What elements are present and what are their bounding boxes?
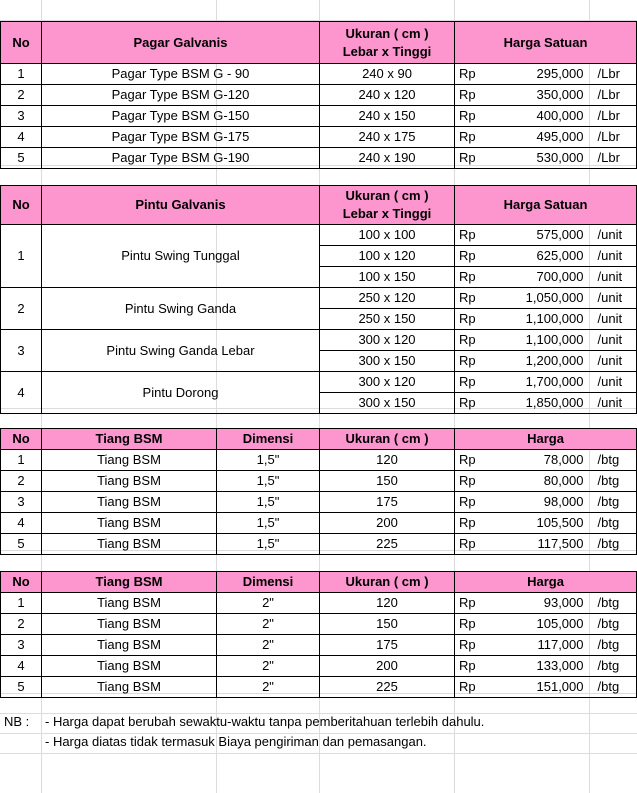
row-price: 495,000 (481, 127, 590, 148)
row-size: 250 x 120 (320, 288, 455, 309)
header-ukuran-line2: Lebar x Tinggi (342, 43, 432, 59)
row-size: 300 x 120 (320, 372, 455, 393)
row-unit: /unit (590, 330, 637, 351)
row-currency: Rp (455, 614, 481, 635)
row-name: Tiang BSM (42, 656, 217, 677)
row-unit: /Lbr (590, 64, 637, 85)
row-size: 120 (320, 593, 455, 614)
row-price: 295,000 (481, 64, 590, 85)
row-no: 3 (1, 106, 42, 127)
row-currency: Rp (455, 127, 481, 148)
row-price: 700,000 (481, 267, 590, 288)
row-price: 80,000 (481, 471, 590, 492)
row-size: 240 x 120 (320, 85, 455, 106)
row-currency: Rp (455, 225, 481, 246)
header-harga: Harga (455, 572, 637, 593)
header-harga-satuan: Harga Satuan (455, 22, 637, 64)
row-no: 2 (1, 471, 42, 492)
row-price: 98,000 (481, 492, 590, 513)
row-currency: Rp (455, 309, 481, 330)
row-unit: /btg (590, 492, 637, 513)
tiang-bsm-15-rows (1, 450, 637, 555)
tiang-bsm-2-rows (1, 593, 637, 698)
row-unit: /btg (590, 635, 637, 656)
table-row (1, 471, 637, 492)
row-dimensi: 2" (217, 656, 320, 677)
row-currency: Rp (455, 267, 481, 288)
row-unit: /btg (590, 677, 637, 698)
table-row (1, 534, 637, 555)
row-price: 78,000 (481, 450, 590, 471)
row-size: 300 x 120 (320, 330, 455, 351)
table-row (1, 106, 637, 127)
row-unit: /unit (590, 288, 637, 309)
row-no: 2 (1, 85, 42, 106)
table-row (1, 127, 637, 148)
table-row (1, 513, 637, 534)
header-dimensi: Dimensi (217, 572, 320, 593)
row-unit: /unit (590, 267, 637, 288)
row-dimensi: 1,5" (217, 471, 320, 492)
row-currency: Rp (455, 677, 481, 698)
row-currency: Rp (455, 246, 481, 267)
row-no: 4 (1, 513, 42, 534)
row-currency: Rp (455, 351, 481, 372)
header-harga-satuan: Harga Satuan (455, 186, 637, 225)
row-name: Tiang BSM (42, 635, 217, 656)
table-row (1, 614, 637, 635)
header-ukuran-line1: Ukuran ( cm ) (345, 25, 429, 41)
row-currency: Rp (455, 471, 481, 492)
row-unit: /unit (590, 246, 637, 267)
row-currency: Rp (455, 372, 481, 393)
header-tiang-bsm: Tiang BSM (42, 429, 217, 450)
group-no: 4 (1, 372, 42, 414)
row-name: Pagar Type BSM G-120 (42, 85, 320, 106)
row-currency: Rp (455, 492, 481, 513)
row-price: 1,850,000 (481, 393, 590, 414)
row-size: 250 x 150 (320, 309, 455, 330)
table-row (1, 492, 637, 513)
row-size: 300 x 150 (320, 351, 455, 372)
group-no: 3 (1, 330, 42, 372)
row-dimensi: 1,5" (217, 513, 320, 534)
row-dimensi: 2" (217, 593, 320, 614)
row-unit: /btg (590, 593, 637, 614)
row-dimensi: 2" (217, 677, 320, 698)
row-name: Tiang BSM (42, 614, 217, 635)
row-size: 100 x 120 (320, 246, 455, 267)
row-price: 93,000 (481, 593, 590, 614)
header-no: No (1, 429, 42, 450)
row-no: 2 (1, 614, 42, 635)
group-name: Pintu Swing Ganda (42, 288, 320, 330)
header-dimensi: Dimensi (217, 429, 320, 450)
row-currency: Rp (455, 393, 481, 414)
row-dimensi: 1,5" (217, 450, 320, 471)
row-name: Tiang BSM (42, 492, 217, 513)
header-ukuran: Ukuran ( cm ) (320, 429, 455, 450)
header-ukuran-line1: Ukuran ( cm ) (345, 188, 429, 203)
row-unit: /Lbr (590, 106, 637, 127)
row-no: 1 (1, 64, 42, 85)
row-no: 3 (1, 492, 42, 513)
table-row (1, 450, 637, 471)
row-price: 1,200,000 (481, 351, 590, 372)
row-size: 200 (320, 656, 455, 677)
row-dimensi: 1,5" (217, 534, 320, 555)
row-price: 117,000 (481, 635, 590, 656)
row-price: 1,100,000 (481, 330, 590, 351)
header-no: No (1, 22, 42, 64)
pintu-galvanis-rows (1, 225, 637, 414)
table-row (1, 677, 637, 698)
row-currency: Rp (455, 534, 481, 555)
row-name: Tiang BSM (42, 471, 217, 492)
row-name: Pagar Type BSM G-190 (42, 148, 320, 169)
table-row (1, 656, 637, 677)
header-ukuran: Ukuran ( cm ) (320, 572, 455, 593)
row-no: 3 (1, 635, 42, 656)
row-size: 240 x 90 (320, 64, 455, 85)
row-price: 350,000 (481, 85, 590, 106)
group-no: 1 (1, 225, 42, 288)
row-price: 117,500 (481, 534, 590, 555)
note-label: NB : (4, 714, 30, 729)
group-name: Pintu Swing Ganda Lebar (42, 330, 320, 372)
row-dimensi: 2" (217, 614, 320, 635)
header-no: No (1, 186, 42, 225)
row-price: 530,000 (481, 148, 590, 169)
row-unit: /Lbr (590, 85, 637, 106)
header-pagar-galvanis: Pagar Galvanis (42, 22, 320, 64)
row-unit: /btg (590, 534, 637, 555)
row-size: 225 (320, 677, 455, 698)
row-currency: Rp (455, 330, 481, 351)
row-unit: /btg (590, 471, 637, 492)
row-unit: /btg (590, 513, 637, 534)
row-currency: Rp (455, 450, 481, 471)
row-currency: Rp (455, 656, 481, 677)
row-price: 625,000 (481, 246, 590, 267)
row-name: Tiang BSM (42, 677, 217, 698)
row-price: 133,000 (481, 656, 590, 677)
row-price: 105,500 (481, 513, 590, 534)
note-line-2: - Harga diatas tidak termasuk Biaya pengiriman dan pemasangan. (45, 734, 427, 749)
row-no: 4 (1, 656, 42, 677)
note-line-1: - Harga dapat berubah sewaktu-waktu tanpa pemberitahuan terlebih dahulu. (45, 714, 485, 729)
row-unit: /unit (590, 309, 637, 330)
row-dimensi: 2" (217, 635, 320, 656)
tiang-bsm-2-table (0, 571, 637, 698)
row-unit: /btg (590, 450, 637, 471)
header-ukuran (320, 186, 455, 225)
row-size: 150 (320, 614, 455, 635)
row-size: 150 (320, 471, 455, 492)
pintu-galvanis-table (0, 185, 637, 414)
row-price: 575,000 (481, 225, 590, 246)
row-name: Pagar Type BSM G-175 (42, 127, 320, 148)
group-name: Pintu Dorong (42, 372, 320, 414)
header-pintu-galvanis: Pintu Galvanis (42, 186, 320, 225)
row-name: Tiang BSM (42, 534, 217, 555)
tiang-bsm-15-table (0, 428, 637, 555)
row-size: 240 x 175 (320, 127, 455, 148)
table-row (1, 593, 637, 614)
row-size: 100 x 150 (320, 267, 455, 288)
header-ukuran (320, 22, 455, 64)
row-currency: Rp (455, 288, 481, 309)
table-row (1, 85, 637, 106)
table-row (1, 372, 637, 393)
row-unit: /unit (590, 225, 637, 246)
group-no: 2 (1, 288, 42, 330)
row-no: 5 (1, 148, 42, 169)
row-price: 105,000 (481, 614, 590, 635)
row-currency: Rp (455, 106, 481, 127)
row-dimensi: 1,5" (217, 492, 320, 513)
pagar-galvanis-rows (1, 64, 637, 169)
row-currency: Rp (455, 635, 481, 656)
row-unit: /unit (590, 351, 637, 372)
row-size: 240 x 150 (320, 106, 455, 127)
table-row (1, 288, 637, 309)
table-row (1, 330, 637, 351)
row-size: 175 (320, 635, 455, 656)
header-no: No (1, 572, 42, 593)
row-unit: /btg (590, 614, 637, 635)
row-price: 400,000 (481, 106, 590, 127)
row-unit: /unit (590, 393, 637, 414)
row-no: 5 (1, 677, 42, 698)
table-row (1, 64, 637, 85)
row-name: Pagar Type BSM G - 90 (42, 64, 320, 85)
row-price: 1,050,000 (481, 288, 590, 309)
row-unit: /Lbr (590, 127, 637, 148)
row-currency: Rp (455, 64, 481, 85)
row-size: 225 (320, 534, 455, 555)
row-size: 100 x 100 (320, 225, 455, 246)
row-price: 1,100,000 (481, 309, 590, 330)
row-size: 120 (320, 450, 455, 471)
header-tiang-bsm: Tiang BSM (42, 572, 217, 593)
row-name: Tiang BSM (42, 450, 217, 471)
table-row (1, 225, 637, 246)
row-name: Tiang BSM (42, 593, 217, 614)
row-unit: /unit (590, 372, 637, 393)
row-no: 4 (1, 127, 42, 148)
row-size: 200 (320, 513, 455, 534)
row-price: 151,000 (481, 677, 590, 698)
group-name: Pintu Swing Tunggal (42, 225, 320, 288)
table-row (1, 635, 637, 656)
row-currency: Rp (455, 513, 481, 534)
row-price: 1,700,000 (481, 372, 590, 393)
row-currency: Rp (455, 593, 481, 614)
row-size: 300 x 150 (320, 393, 455, 414)
row-no: 1 (1, 450, 42, 471)
table-row (1, 148, 637, 169)
pagar-galvanis-table (0, 21, 637, 169)
row-unit: /btg (590, 656, 637, 677)
header-ukuran-line2: Lebar x Tinggi (342, 206, 432, 221)
row-unit: /Lbr (590, 148, 637, 169)
row-name: Pagar Type BSM G-150 (42, 106, 320, 127)
row-name: Tiang BSM (42, 513, 217, 534)
row-size: 240 x 190 (320, 148, 455, 169)
row-currency: Rp (455, 148, 481, 169)
row-currency: Rp (455, 85, 481, 106)
row-size: 175 (320, 492, 455, 513)
row-no: 1 (1, 593, 42, 614)
header-harga: Harga (455, 429, 637, 450)
row-no: 5 (1, 534, 42, 555)
